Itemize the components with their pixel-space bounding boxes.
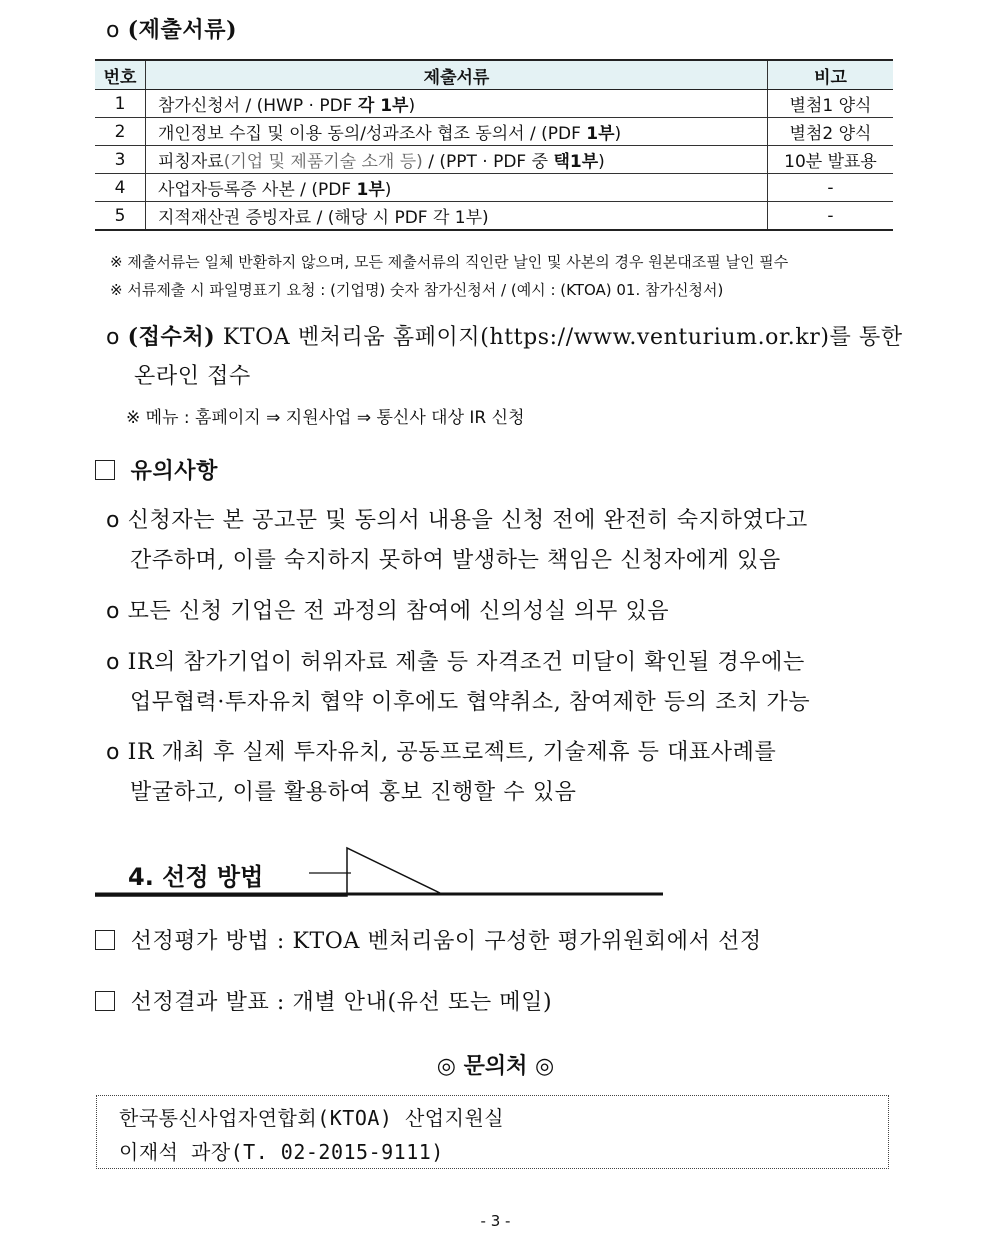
row-no: 3 [95,146,146,174]
submission-heading [106,10,237,51]
submission-heading-text: (제출서류) [127,17,238,43]
checkbox-square-icon [95,460,115,480]
row-note: - [768,202,894,231]
row-doc: 피칭자료(기업 및 제품기술 소개 등) / (PPT · PDF 중 택1부) [146,146,768,174]
caution-item: o IR 개최 후 실제 투자유치, 공동프로젝트, 기술제휴 등 대표사례를 [106,740,777,765]
caution-item-cont: 간주하며, 이를 숙지하지 못하여 발생하는 책임은 신청자에게 있음 [130,548,781,573]
table-header-row [95,60,893,90]
submission-note-2: ※ 서류제출 시 파일명표기 요청 : (기업명) 숫자 참가신청서 / (예시 : (KTOA) 01. 참가신청서) [110,281,724,299]
reception-line-2: 온라인 접수 [134,364,251,389]
reception-label: (접수처) [127,324,216,350]
bullet: o [106,18,121,43]
caution-item: o IR의 참가기업이 허위자료 제출 등 자격조건 미달이 확인될 경우에는 [106,650,805,675]
caution-item-cont: 발굴하고, 이를 활용하여 홍보 진행할 수 있음 [130,780,577,805]
header-doc: 제출서류 [146,60,768,90]
row-note: 별첨2 양식 [768,118,894,146]
checkbox-square-icon [95,991,115,1011]
table-row [95,90,893,118]
row-doc: 사업자등록증 사본 / (PDF 1부) [146,174,768,202]
row-note: - [768,174,894,202]
caution-item: o 모든 신청 기업은 전 과정의 참여에 신의성실 의무 있음 [106,599,670,624]
header-note: 비고 [768,60,894,90]
header-no: 번호 [95,60,146,90]
reception-text: KTOA 벤처리움 홈페이지(https://www.venturium.or.kr)를 통한 [215,325,903,350]
caution-item-cont: 업무협력·투자유치 협약 이후에도 협약취소, 참여제한 등의 조치 가능 [130,690,811,715]
cautions-title: 유의사항 [130,458,219,484]
page-number: - 3 - [480,1212,511,1230]
cautions-heading [95,451,218,492]
row-note: 별첨1 양식 [768,90,894,118]
section-4-title: 4. 선정 방법 [128,863,264,891]
submission-note-1: ※ 제출서류는 일체 반환하지 않으며, 모든 제출서류의 직인란 날인 및 사본의 경우 원본대조필 날인 필수 [110,253,789,271]
row-no: 5 [95,202,146,231]
row-doc: 지적재산권 증빙자료 / (해당 시 PDF 각 1부) [146,202,768,231]
row-no: 1 [95,90,146,118]
row-note: 10분 발표용 [768,146,894,174]
row-doc: 개인정보 수집 및 이용 동의/성과조사 협조 동의서 / (PDF 1부) [146,118,768,146]
contact-line-1: 한국통신사업자연합회(KTOA) 산업지원실 [119,1106,505,1130]
submission-docs-table [95,59,893,231]
contact-line-2: 이재석 과장(T. 02-2015-9111) [119,1140,444,1164]
table-row [95,174,893,202]
caution-item: o 신청자는 본 공고문 및 동의서 내용을 신청 전에 완전히 숙지하였다고 [106,508,808,533]
selection-item: 선정결과 발표 : 개별 안내(유선 또는 메일) [95,983,552,1023]
row-no: 4 [95,174,146,202]
bullet: o [106,325,121,350]
contact-box [96,1095,889,1169]
row-no: 2 [95,118,146,146]
selection-item: 선정평가 방법 : KTOA 벤처리움이 구성한 평가위원회에서 선정 [95,922,762,962]
table-row [95,118,893,146]
row-doc: 참가신청서 / (HWP · PDF 각 1부) [146,90,768,118]
reception-menu: ※ 메뉴 : 홈페이지 ⇒ 지원사업 ⇒ 통신사 대상 IR 신청 [126,408,525,428]
reception-line-1 [106,317,903,358]
checkbox-square-icon [95,930,115,950]
table-row [95,202,893,231]
contact-title: ◎ 문의처 ◎ [436,1054,555,1079]
table-row [95,146,893,174]
